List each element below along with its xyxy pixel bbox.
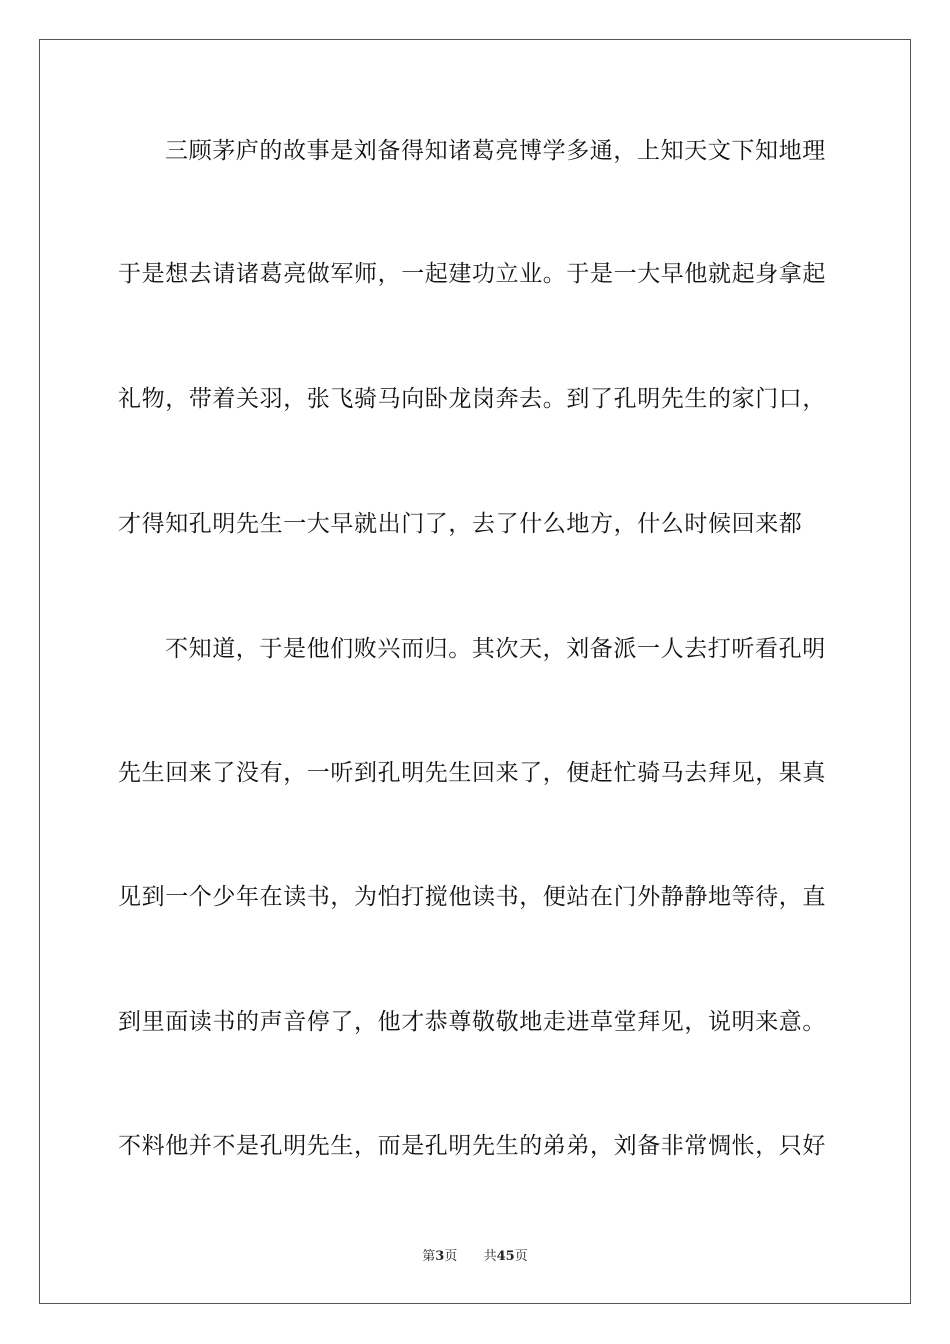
page-prefix: 第 — [422, 1249, 436, 1264]
paragraph-line-9: 不料他并不是孔明先生，而是孔明先生的弟弟，刘备非常惆怅，只好 — [118, 1133, 826, 1159]
total-prefix: 共 — [483, 1249, 497, 1264]
paragraph-line-5: 不知道，于是他们败兴而归。其次天，刘备派一人去打听看孔明 — [165, 636, 826, 662]
paragraph-line-6: 先生回来了没有，一听到孔明先生回来了，便赶忙骑马去拜见，果真 — [118, 760, 826, 786]
paragraph-line-7: 见到一个少年在读书，为怕打搅他读书，便站在门外静静地等待，直 — [118, 884, 826, 910]
paragraph-line-1: 三顾茅庐的故事是刘备得知诸葛亮博学多通，上知天文下知地理 — [165, 138, 826, 164]
paragraph-line-8: 到里面读书的声音停了，他才恭尊敬敬地走进草堂拜见，说明来意。 — [118, 1009, 826, 1035]
page-border — [39, 39, 911, 1304]
page-number-label — [422, 1248, 457, 1266]
page-suffix: 页 — [444, 1249, 458, 1264]
total-pages-label — [484, 1248, 528, 1266]
paragraph-line-4: 才得知孔明先生一大早就出门了，去了什么地方，什么时候回来都 — [118, 511, 803, 537]
paragraph-line-2: 于是想去请诸葛亮做军师，一起建功立业。于是一大早他就起身拿起 — [118, 261, 826, 287]
paragraph-line-3: 礼物，带着关羽，张飞骑马向卧龙岗奔去。到了孔明先生的家门口， — [118, 386, 826, 412]
total-page-count: 45 — [496, 1249, 515, 1264]
page-footer — [0, 1248, 950, 1266]
current-page-number: 3 — [435, 1249, 445, 1264]
total-suffix: 页 — [514, 1249, 528, 1264]
